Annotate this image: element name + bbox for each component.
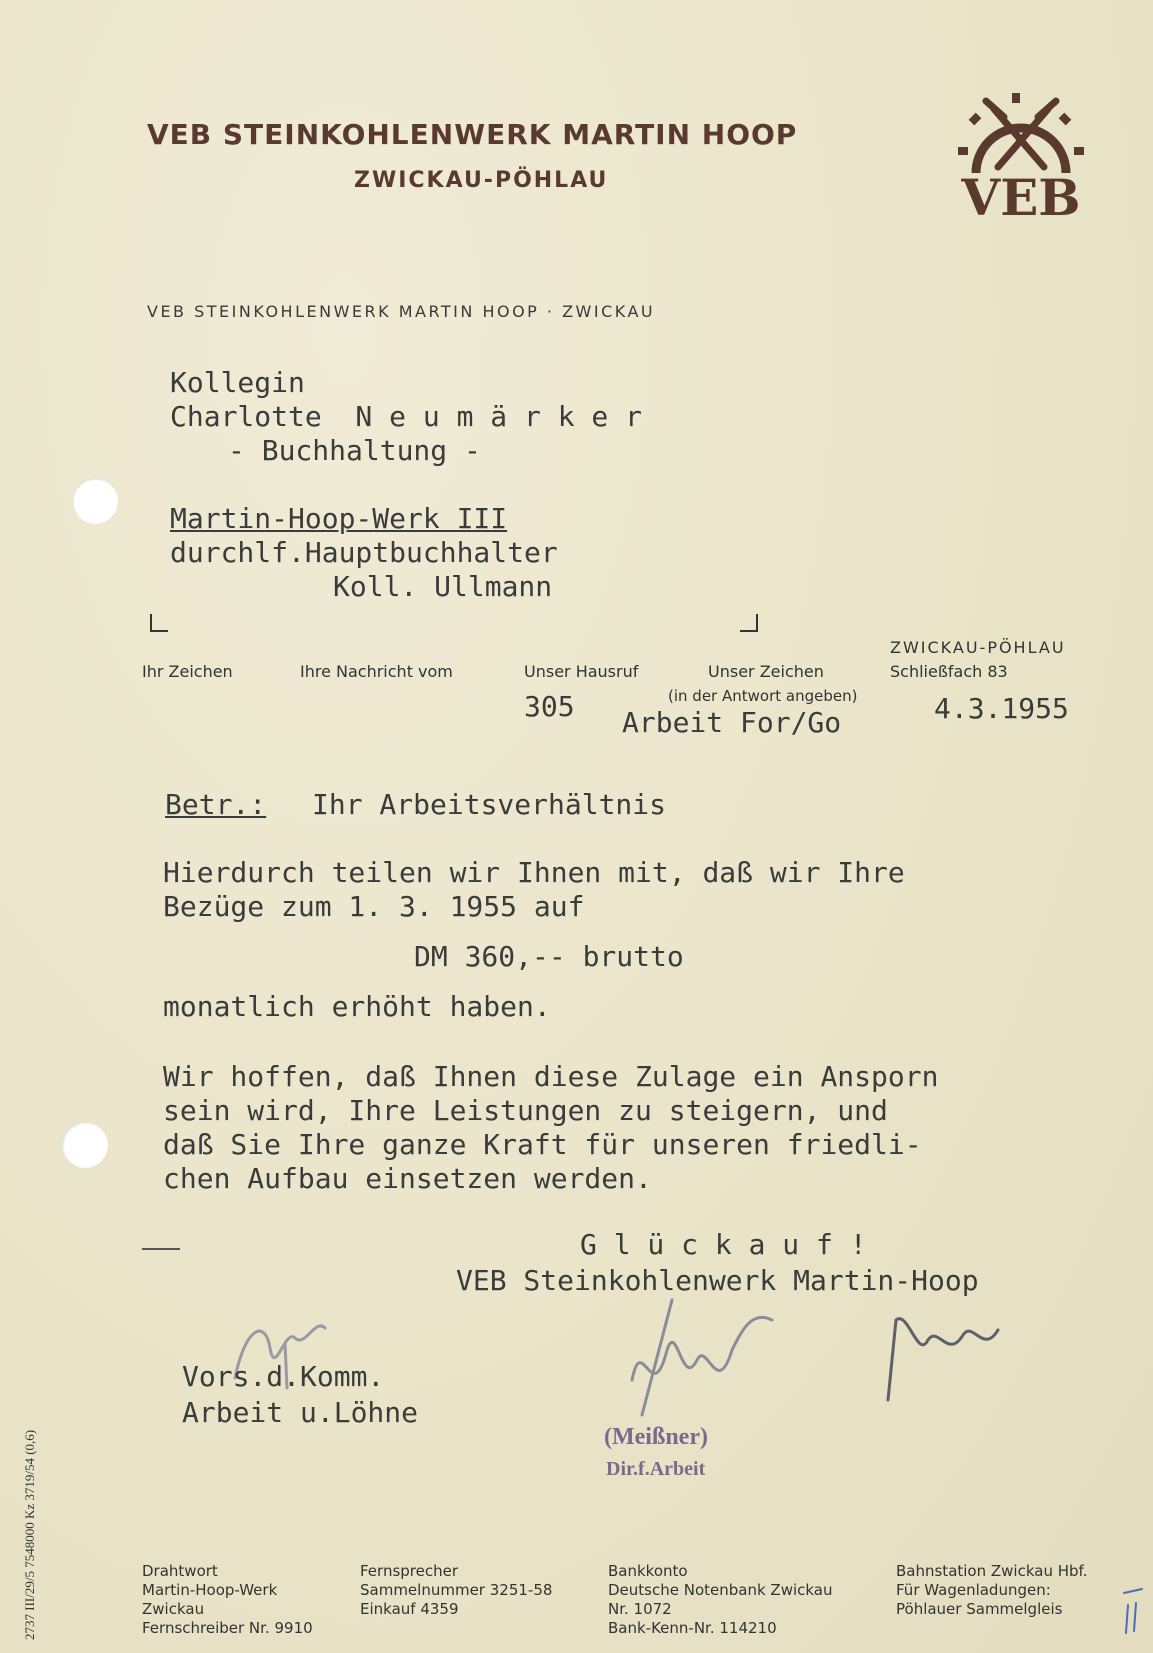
value-zeichen: Arbeit For/Go [622,706,842,739]
body-amount: DM 360,-- brutto [414,940,684,973]
value-date: 4.3.1955 [934,692,1069,725]
subject-prefix: Betr.: [165,788,267,821]
company-location: ZWICKAU-PÖHLAU [354,168,609,193]
label-antwort-hint: (in der Antwort angeben) [668,687,858,705]
sender-line: VEB STEINKOHLENWERK MARTIN HOOP · ZWICKAU [147,302,656,321]
footer-phone-line-3: Einkauf 4359 [360,1600,459,1618]
recipient-line-6: Koll. Ullmann [333,570,553,603]
footer-bank-line-4: Bank-Kenn-Nr. 114210 [608,1619,777,1637]
body-para2-line-3: daß Sie Ihre ganze Kraft für unseren friedli- [163,1128,922,1161]
label-location: ZWICKAU-PÖHLAU [890,638,1066,657]
footer-col-bank [608,1562,833,1638]
footer-telegraph-line-1: Drahtwort [142,1562,218,1580]
address-corner-right [740,614,758,632]
label-unser-hausruf: Unser Hausruf [524,662,639,681]
punch-hole-bottom [62,1122,108,1168]
veb-logo-text: VEB [961,168,1081,225]
recipient-line-4: Martin-Hoop-Werk III [170,502,508,535]
body-para2-line-4: chen Aufbau einsetzen werden. [163,1162,652,1195]
recipient-line-2: Charlotte N e u m ä r k e r [170,400,643,433]
signature-right [868,1300,1018,1410]
recipient-line-3: - Buchhaltung - [228,434,481,467]
footer-rail-line-2: Für Wagenladungen: [896,1581,1051,1599]
label-ihre-nachricht: Ihre Nachricht vom [300,662,453,681]
recipient-line-1: Kollegin [170,366,305,399]
footer-col-telegraph [142,1562,313,1638]
side-print-code: 2737 III/29/5 7548000 Kz 3719/54 (0,6) [22,1429,37,1640]
subject-text: Ihr Arbeitsverhältnis [312,788,667,821]
footer-col-rail [896,1562,1088,1619]
body-line-1: Hierdurch teilen wir Ihnen mit, daß wir Ihre [163,856,905,889]
ink-mark [1118,1585,1148,1640]
body-para2-line-2: sein wird, Ihre Leistungen zu steigern, und [163,1094,888,1127]
signatory-role-1: Vors.d.Komm. [182,1360,385,1393]
signatory-role-2: Arbeit u.Löhne [182,1396,419,1429]
footer-bank-line-3: Nr. 1072 [608,1600,672,1618]
label-ihr-zeichen: Ihr Zeichen [142,662,233,681]
closing-company: VEB Steinkohlenwerk Martin-Hoop [456,1264,979,1297]
footer-phone-line-1: Fernsprecher [360,1562,458,1580]
label-postbox: Schließfach 83 [890,662,1008,681]
stamp-title: Dir.f.Arbeit [606,1458,706,1480]
footer-bank-line-2: Deutsche Notenbank Zwickau [608,1581,833,1599]
footer-rail-line-1: Bahnstation Zwickau Hbf. [896,1562,1088,1580]
signature-left [225,1308,345,1408]
footer-telegraph-line-2: Martin-Hoop-Werk [142,1581,278,1599]
recipient-line-5: durchlf.Hauptbuchhalter [170,536,558,569]
body-para2-line-1: Wir hoffen, daß Ihnen diese Zulage ein Ansporn [163,1060,939,1093]
label-unser-zeichen: Unser Zeichen [708,662,824,681]
footer-phone-line-2: Sammelnummer 3251-58 [360,1581,553,1599]
stamp-name: (Meißner) [604,1424,708,1450]
value-hausruf: 305 [524,690,575,723]
signature-middle [612,1290,812,1420]
body-line-3: monatlich erhöht haben. [163,990,551,1023]
veb-logo [956,85,1086,225]
company-name: VEB STEINKOHLENWERK MARTIN HOOP [147,118,798,151]
footer-telegraph-line-4: Fernschreiber Nr. 9910 [142,1619,313,1637]
footer-bank-line-1: Bankkonto [608,1562,688,1580]
divider-dash [142,1248,180,1250]
punch-hole-top [72,478,118,524]
footer-col-phone [360,1562,552,1619]
address-corner-left [150,614,168,632]
footer-telegraph-line-3: Zwickau [142,1600,205,1618]
body-line-2: Bezüge zum 1. 3. 1955 auf [163,890,585,923]
closing-greeting: G l ü c k a u f ! [580,1228,867,1261]
footer-rail-line-3: Pöhlauer Sammelgleis [896,1600,1063,1618]
